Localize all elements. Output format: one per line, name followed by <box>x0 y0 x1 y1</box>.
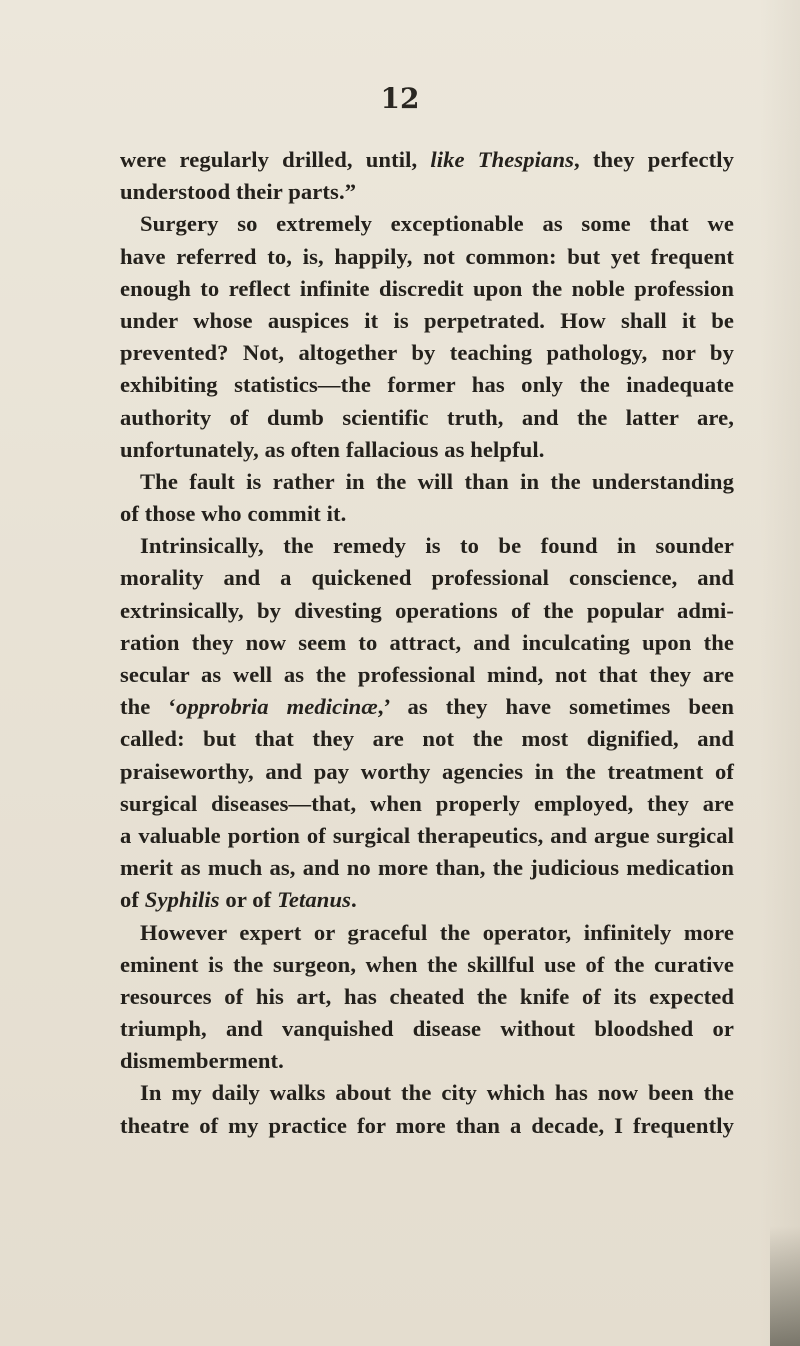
page-edge-shadow <box>760 0 800 1346</box>
text-line <box>120 659 734 691</box>
text-run: surgical diseases—that, when properly employed, they are <box>120 790 734 816</box>
text-run: understood their parts.” <box>120 179 357 205</box>
text-run: Surgery so extremely exceptionable as some that we <box>140 211 734 237</box>
text-line <box>120 530 734 562</box>
text-run: In my daily walks about the city which has now been the <box>140 1080 734 1106</box>
text-line <box>120 498 734 530</box>
paragraph <box>120 917 734 1078</box>
text-line <box>120 627 734 659</box>
text-run: the ‘ <box>120 694 177 720</box>
text-line <box>120 1110 734 1142</box>
text-run: of those who commit it. <box>120 501 347 527</box>
text-line <box>120 369 734 401</box>
text-line <box>120 402 734 434</box>
text-line <box>120 305 734 337</box>
text-line <box>120 820 734 852</box>
text-run: prevented? Not, altogether by teaching pathology, nor by <box>120 340 734 366</box>
text-line <box>120 434 734 466</box>
paragraph <box>120 1077 734 1141</box>
text-line <box>120 562 734 594</box>
text-line <box>120 595 734 627</box>
text-run: enough to reflect infinite discredit upon the noble profession <box>120 275 734 301</box>
text-run: eminent is the surgeon, when the skillful use of the curative <box>120 951 734 977</box>
text-run: dismemberment. <box>120 1048 284 1074</box>
text-run: authority of dumb scientific truth, and the latter are, <box>120 404 734 430</box>
paragraph <box>120 466 734 530</box>
text-run: extrinsically, by divesting operations of the popular admi- <box>120 597 734 623</box>
page-corner-shadow <box>770 1226 800 1346</box>
text-run: However expert or graceful the operator, infinitely more <box>140 919 734 945</box>
text-line <box>120 852 734 884</box>
text-run: . <box>351 887 357 913</box>
text-line <box>120 884 734 916</box>
text-run: or of <box>219 887 278 913</box>
text-line <box>120 1013 734 1045</box>
text-run: resources of his art, has cheated the knife of its expected <box>120 983 734 1009</box>
text-line <box>120 1077 734 1109</box>
text-line <box>120 208 734 240</box>
text-run: , they perfectly <box>574 147 734 172</box>
text-run: exhibiting statistics—the former has only the inadequate <box>120 372 734 398</box>
italic-text: Tetanus <box>277 887 352 913</box>
text-run: were regularly drilled, until, <box>120 147 431 172</box>
text-run: triumph, and vanquished disease without bloodshed or <box>120 1016 734 1042</box>
text-run: merit as much as, and no more than, the judicious medication <box>120 855 734 881</box>
paragraph <box>120 208 734 466</box>
text-run: called: but that they are not the most dignified, and <box>120 726 734 752</box>
text-line <box>120 756 734 788</box>
text-run: ,’ as they have sometimes been <box>377 694 735 720</box>
text-run: The fault is rather in the will than in the understanding <box>140 468 734 494</box>
text-line <box>120 1045 734 1077</box>
text-line <box>120 466 734 498</box>
paragraph <box>120 144 734 208</box>
text-line <box>120 144 734 176</box>
text-run: unfortunately, as often fallacious as helpful. <box>120 436 545 462</box>
text-run: secular as well as the professional mind, not that they are <box>120 662 734 687</box>
text-run: Intrinsically, the remedy is to be found in sounder <box>140 533 734 559</box>
text-run: a valuable portion of surgical therapeutics, and argue surgical <box>120 822 734 848</box>
italic-text: opprobria medicinæ <box>176 694 378 720</box>
text-line <box>120 691 734 723</box>
text-line <box>120 241 734 273</box>
body-text <box>120 144 734 1142</box>
text-run: morality and a quickened professional conscience, and <box>120 565 734 591</box>
text-line <box>120 981 734 1013</box>
italic-text: Syphilis <box>144 887 220 913</box>
page-number: 12 <box>380 82 420 115</box>
text-line <box>120 949 734 981</box>
text-line <box>120 337 734 369</box>
text-line <box>120 917 734 949</box>
italic-text: like Thespians <box>430 147 575 172</box>
text-run: have referred to, is, happily, not common: but yet frequent <box>120 243 734 269</box>
text-line <box>120 723 734 755</box>
text-line <box>120 788 734 820</box>
text-run: theatre of my practice for more than a decade, I frequently <box>120 1112 734 1138</box>
text-run: ration they now seem to attract, and inculcating upon the <box>120 629 734 655</box>
text-line <box>120 176 734 208</box>
text-run: under whose auspices it is perpetrated. How shall it be <box>120 307 734 333</box>
text-run: of <box>120 887 145 913</box>
text-run: praiseworthy, and pay worthy agencies in the treatment of <box>120 758 734 784</box>
paragraph <box>120 530 734 916</box>
text-line <box>120 273 734 305</box>
